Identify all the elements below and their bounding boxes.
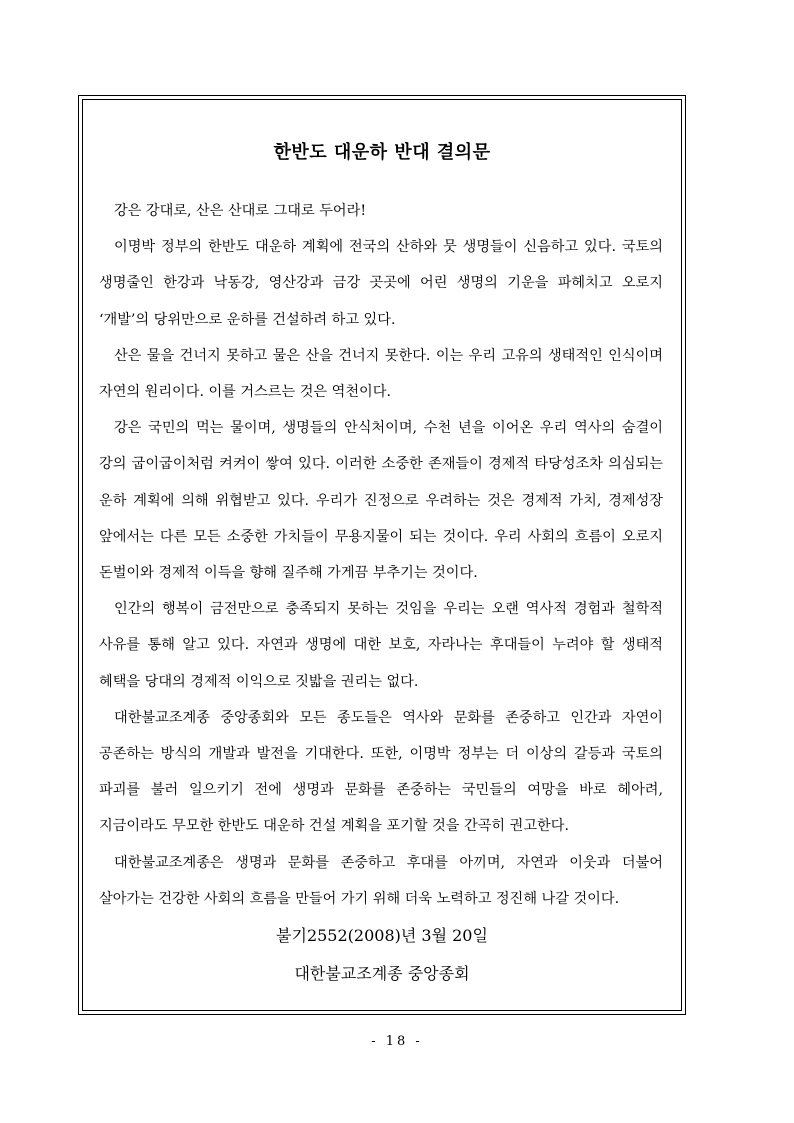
paragraph: 강은 국민의 먹는 물이며, 생명들의 안식처이며, 수천 년을 이어온 우리 역사의 숨결이 강의 굽이굽이처럼 켜켜이 쌓여 있다. 이러한 소중한 존재들이 경제적 타당성조차 의심되는 운하 계획에 의해 위협받고 있다. 우리가 진정으로 우려하는 것은 경제적 가치, 경제성장 앞에서는 다른 모든 소중한 가치들이 무용지물이 되는 것이다. 우리 사회의 흐름이 오로지 돈벌이와 경제적 이득을 향해 질주해 가게끔 부추기는 것이다. [99, 420, 663, 582]
paragraph: 강은 강대로, 산은 산대로 그대로 두어라! [114, 203, 367, 219]
paragraph: 인간의 행복이 금전만으로 충족되지 못하는 것임을 우리는 오랜 역사적 경험과 철학적 사유를 통해 알고 있다. 자연과 생명에 대한 보호, 자라나는 후대들이 누려야 할 생태적 혜택을 당대의 경제적 이익으로 짓밟을 권리는 없다. [99, 601, 663, 690]
paragraph: 대한불교조계종 중앙종회와 모든 종도들은 역사와 문화를 존중하고 인간과 자연이 공존하는 방식의 개발과 발전을 기대한다. 또한, 이명박 정부는 더 이상의 갈등과 국토의 파괴를 불러 일으키기 전에 생명과 문화를 존중하는 국민들의 여망을 바로 헤아려, 지금이라도 무모한 한반도 대운하 건설 계획을 포기할 것을 간곡히 권고한다. [99, 709, 663, 835]
document-organization: 대한불교조계종 중앙종회 [294, 964, 470, 983]
page-number: - 18 - [371, 1034, 423, 1049]
paragraph: 이명박 정부의 한반도 대운하 계획에 전국의 산하와 뭇 생명들이 신음하고 있다. 국토의 생명줄인 한강과 낙동강, 영산강과 금강 곳곳에 어린 생명의 기운을 파헤치고 오로지 ‘개발’의 당위만으로 운하를 건설하려 하고 있다. [99, 239, 663, 328]
paragraph: 산은 물을 건너지 못하고 물은 산을 건너지 못한다. 이는 우리 고유의 생태적인 인식이며 자연의 원리이다. 이를 거스르는 것은 역천이다. [99, 347, 663, 401]
document-frame-inner [82, 99, 682, 1011]
document-frame [78, 95, 686, 1015]
document-body [99, 193, 663, 917]
document-date: 불기2552(2008)년 3월 20일 [276, 926, 488, 945]
paragraph: 대한불교조계종은 생명과 문화를 존중하고 후대를 아끼며, 자연과 이웃과 더불어 살아가는 건강한 사회의 흐름을 만들어 가기 위해 더욱 노력하고 정진해 나갈 것이다. [99, 854, 663, 907]
document-title: 한반도 대운하 반대 결의문 [273, 142, 491, 163]
